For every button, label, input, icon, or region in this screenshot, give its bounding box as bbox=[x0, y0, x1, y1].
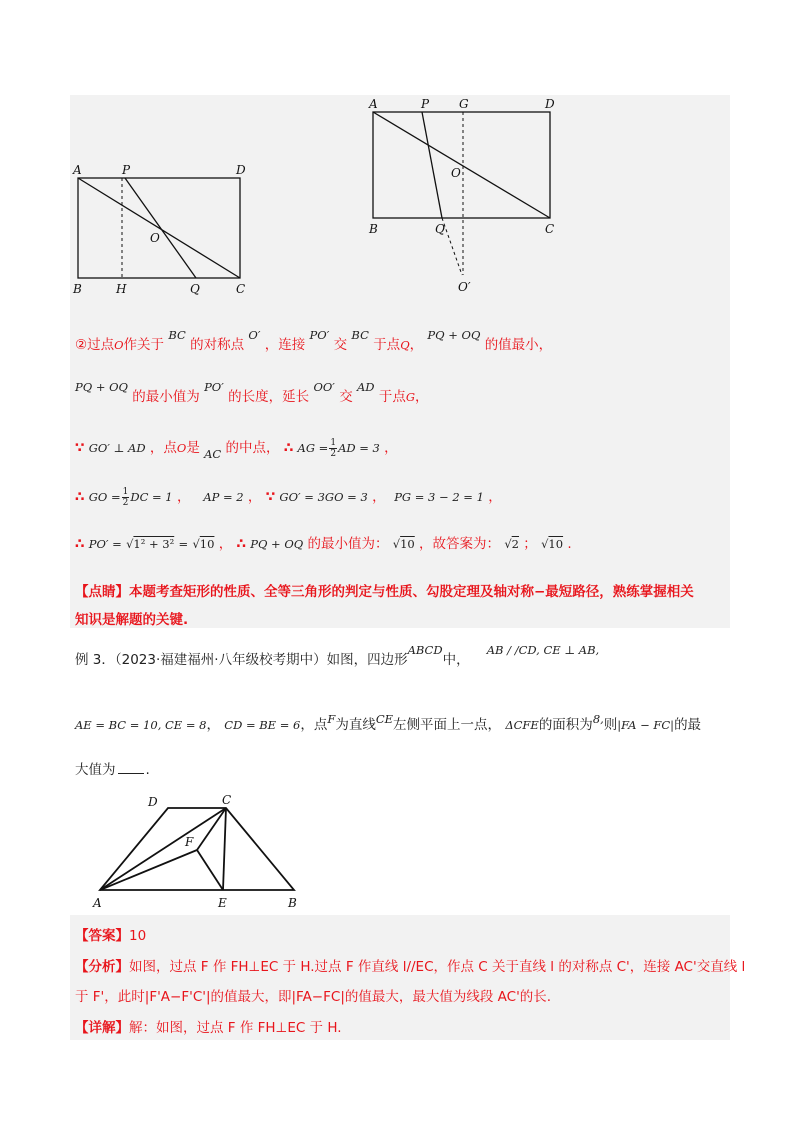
fraction-half: $\frac{1}{2}$ bbox=[330, 437, 337, 459]
answer-tag: 【答案】 bbox=[75, 928, 129, 944]
example3-line-3: 大值为 . bbox=[75, 762, 150, 778]
fig3-segment-fc bbox=[197, 808, 226, 850]
fig2-label-o-prime: O′ bbox=[458, 280, 471, 294]
fig3-segment-af bbox=[100, 850, 197, 890]
answer-value: 10 bbox=[129, 928, 147, 944]
analysis-line-2: 于 F'，此时|F'A−F'C'|的值最大，即|FA−FC|的值最大，最大值为线段 AC'的长. bbox=[75, 989, 552, 1005]
fig1-label-q: Q bbox=[190, 282, 200, 296]
fig2-diagonal-ac bbox=[373, 112, 550, 218]
fig3-label-b: B bbox=[288, 896, 297, 910]
fig3-label-c: C bbox=[222, 793, 232, 807]
fig2-label-b: B bbox=[369, 222, 378, 236]
solution-line-1: ②过点O作关于 BC 的对称点 O′ ，连接 PO′ 交 BC 于点Q， PQ + OQ 的值最小， bbox=[75, 328, 553, 353]
analysis-line-1: 【分析】如图，过点 F 作 FH⊥EC 于 H.过点 F 作直线 l//EC，作点 C 关于直线 l 的对称点 C'，连接 AC'交直线 l bbox=[75, 959, 746, 975]
fig3-segment-fe bbox=[197, 850, 223, 890]
fig2-label-g: G bbox=[459, 97, 469, 111]
fig1-diagonal-ac bbox=[78, 178, 240, 278]
detail-line: 【详解】解：如图，过点 F 作 FH⊥EC 于 H. bbox=[75, 1020, 342, 1036]
detail-tag: 【详解】 bbox=[75, 1020, 129, 1036]
fig2-dashed-qo bbox=[442, 218, 462, 275]
dianjing-tag: 【点睛】 bbox=[75, 584, 129, 600]
fig2-label-q: Q bbox=[435, 222, 445, 236]
answer-blank bbox=[118, 762, 144, 774]
fig2-label-c: C bbox=[545, 222, 555, 236]
solution-line-2: PQ + OQ 的最小值为 PO′ 的长度，延长 OO′ 交 AD 于点G， bbox=[75, 380, 429, 405]
fig3-label-a: A bbox=[93, 896, 102, 910]
analysis-tag: 【分析】 bbox=[75, 959, 129, 975]
fig1-label-o: O bbox=[150, 231, 160, 245]
dianjing-line-2: 知识是解题的关键. bbox=[75, 612, 189, 628]
fig3-label-d: D bbox=[148, 795, 158, 809]
fig3-label-f: F bbox=[185, 835, 194, 849]
fig2-label-p: P bbox=[421, 97, 430, 111]
fig2-label-o: O bbox=[451, 166, 461, 180]
fig3-label-e: E bbox=[218, 896, 227, 910]
fig1-label-p: P bbox=[122, 163, 131, 177]
example3-line-1: 例 3．（2023·福建福州·八年级校考期中）如图，四边形ABCD中， AB / /CD, CE ⊥ AB, bbox=[75, 643, 600, 668]
dianjing-line-1: 【点睛】本题考查矩形的性质、全等三角形的判定与性质、勾股定理及轴对称−最短路径，熟练掌握相关 bbox=[75, 584, 694, 600]
answer-line bbox=[75, 924, 146, 944]
figure-1 bbox=[70, 160, 260, 300]
solution-line-5: ∴ PO′ = √1² + 3² = √10 ， ∴ PQ + OQ 的最小值为： √10 ，故答案为： √2 ； √10 . bbox=[75, 536, 572, 552]
fig3-segment-ce bbox=[223, 808, 226, 890]
fraction-half: $\frac{1}{2}$ bbox=[122, 486, 129, 508]
solution-line-4: ∴ GO = $\frac{1}{2}$ DC = 1 ， AP = 2 ， ∵ GO′ = 3GO = 3 ， PG = 3 − 2 = 1 ， bbox=[75, 486, 502, 508]
fig2-label-d: D bbox=[545, 97, 555, 111]
fig2-label-a: A bbox=[369, 97, 378, 111]
fig1-label-a: A bbox=[73, 163, 82, 177]
fig1-label-d: D bbox=[236, 163, 246, 177]
figure-2 bbox=[365, 95, 565, 300]
fig1-label-c: C bbox=[236, 282, 246, 296]
fig1-label-b: B bbox=[73, 282, 82, 296]
fig1-segment-pq bbox=[125, 178, 196, 278]
fig1-label-h: H bbox=[116, 282, 127, 296]
example3-line-2: AE = BC = 10, CE = 8， CD = BE = 6，点F为直线CE左侧平面上一点， ΔCFE的面积为8,则|FA − FC|的最 bbox=[75, 712, 702, 733]
figure-3 bbox=[90, 790, 310, 915]
fig2-segment-pq bbox=[422, 112, 442, 218]
solution-line-3: ∵ GO′ ⊥ AD ，点O是 AC 的中点， ∴ AG = $\frac{1}{2}$ AD = 3 ， bbox=[75, 437, 398, 461]
fig3-segment-ac bbox=[100, 808, 226, 890]
